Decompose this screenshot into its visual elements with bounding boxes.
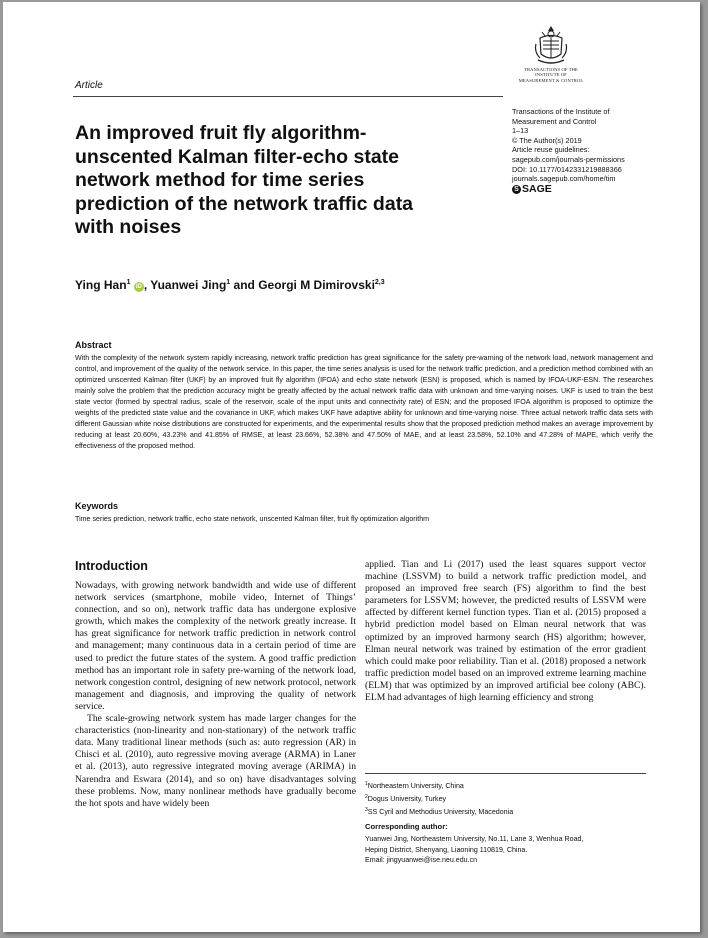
doi[interactable]: DOI: 10.1177/0142331219888366 (512, 164, 622, 174)
journal-meta (512, 107, 672, 194)
publisher-name: SAGE (522, 182, 552, 195)
abstract-text: With the complexity of the network system rapidly increasing, network traffic prediction has great significance for the safety pre-warning of the network load, network management and control, and improvement of the quality of the network service. In this paper, the time series analysis is used for the network traffic prediction, and a prediction method combined with an optimized unscented Kalman filter (UKF) by an improved fruit fly algorithm (IFOA) and echo state network (ESN) is proposed, which is named by IFOA-UKF-ESN. The researches mainly solve the problem that the prediction accuracy might be greatly affected by the actual network traffic data with unknown and time-varying noises. UKF is used to train the best state vector (formed by spectral radius, scale of the reservoir, scale of the input units and connectivity rate) of ESN; and the proposed IFOA algorithm is proposed to optimize the weights of the predicted state value and the covariance in UKF, which makes UKF have adaptive ability for unknown and time-varying noise. Three actual network traffic data sets with different Gaussian white noise distributions are constructed for experiments, and the experimental results show that the proposed prediction method makes an average improvement by reducing at least 20.60%, 43.23% and 41.85% of RMSE, at least 23.66%, 52.38% and 47.50% of MAE, and at least 23.58%, 52.10% and 47.28% of MAPE, which verify the effectiveness of the proposed method. (75, 354, 653, 450)
article-type-label: Article (75, 80, 103, 91)
sage-s-icon: S (512, 185, 521, 194)
abstract-heading: Abstract (75, 340, 112, 350)
header-rule (73, 96, 503, 97)
affiliation-1-mark: 1 (365, 781, 368, 787)
author-list (75, 278, 385, 292)
page-range: 1–13 (512, 126, 529, 136)
affiliation-1-text: Northeastern University, China (367, 782, 464, 790)
introduction-heading: Introduction (75, 559, 148, 573)
corresponding-heading: Corresponding author: (365, 822, 448, 831)
journal-link[interactable]: journals.sagepub.com/home/tim (512, 174, 616, 184)
affiliation-1 (365, 779, 650, 792)
affiliation-3 (365, 805, 650, 818)
keywords-text: Time series prediction, network traffic, echo state network, unscented Kalman filter, fruit fly optimization algorithm (75, 515, 430, 523)
author-3: and Georgi M Dimirovski (230, 278, 375, 292)
affiliation-3-text: SS Cyril and Methodius University, Macedonia (367, 808, 514, 816)
affiliation-2-mark: 2 (365, 794, 368, 800)
intro-paragraph-3: applied. Tian and Li (2017) used the least squares support vector machine (LSSVM) to build a network traffic prediction model, and proposed an improved free search (FS) algorithm to find the best parameters for LSSVM; however, the predicted results of LSSVM were affected by different kernel function types. Tian et al. (2015) proposed a hybrid prediction model based on Elman neural network that was optimized by an improved harmony search (HS) algorithm; however, Elman neural network was trained by estimation of the error gradient which could make poor reliability. Tian et al. (2018) proposed a network traffic prediction model based on an improved extreme learning machine (ELM) that was optimized by an improved artificial bee colony (ABC). ELM had advantages of high learning efficiency and strong (365, 559, 646, 704)
author-3-affil: 2,3 (374, 279, 385, 286)
body-column-left (75, 580, 356, 810)
affiliation-2 (365, 792, 650, 805)
author-1: Ying Han (75, 278, 127, 292)
corresponding-line-1: Yuanwei Jing, Northeastern University, No.11, Lane 3, Wenhua Road, (365, 835, 584, 843)
journal-name-1: Transactions of the Institute of (512, 107, 610, 116)
author-2-affil: 1 (226, 279, 231, 286)
intro-paragraph-1: Nowadays, with growing network bandwidth and wide use of different network services (smartphone, mobile video, Internet of Things’ connection, and so on), network traffic data has undergone explosive growth, which makes the complexity of the network greatly increase. It has great significance for network traffic prediction in network control and management; many continuous data in a certain period of time are used to predict the future states of the system. A good traffic prediction method has an important role in safety pre-warning of the network load, network congestion control, designing of new network protocol, network management and diagnosis, and improving the quality of network service. (75, 580, 356, 712)
affiliations (365, 779, 650, 818)
footnote-rule (365, 773, 646, 774)
document-page (3, 2, 700, 932)
corresponding-details (365, 834, 650, 866)
corresponding-line-2: Heping District, Shenyang, Liaoning 110819, China. (365, 845, 528, 854)
society-line-2: INSTITUTE OF (535, 72, 567, 78)
body-column-right (365, 559, 646, 704)
society-line-1: TRANSACTIONS OF THE (524, 67, 578, 72)
corresponding-email[interactable]: Email: jingyuanwei@ise.neu.edu.cn (365, 856, 478, 865)
journal-name-2: Measurement and Control (512, 116, 597, 126)
intro-paragraph-2: The scale-growing network system has made larger changes for the characteristics (non-linearity and non-stationary) of the network traffic data. Many traditional linear methods (such as: auto regression (AR) in Chisci et al. (2010), auto regressive moving average (ARMA) in Laner et al. (2013), auto regressive integrated moving average (ARIMA) in Narendra and Eswara (2014), and so on) have disadvantages solving these problems. Now, many nonlinear methods have gradually become the hot spots and have widely been (75, 713, 356, 809)
keywords-heading: Keywords (75, 501, 119, 511)
orcid-icon[interactable]: iD (135, 284, 142, 290)
society-line-3: MEASUREMENT & CONTROL (518, 77, 584, 83)
publisher-logo (512, 182, 672, 195)
author-1-affil: 1 (126, 279, 131, 286)
affiliation-3-mark: 3 (365, 807, 368, 813)
affiliation-2-text: Dogus University, Turkey (367, 795, 447, 803)
reuse-link[interactable]: sagepub.com/journals-permissions (512, 154, 625, 164)
reuse-guidelines: Article reuse guidelines: (512, 145, 590, 155)
author-2: , Yuanwei Jing (143, 278, 227, 292)
article-title: An improved fruit fly algorithm-unscented Kalman filter-echo state network method for time series prediction of the network traffic data with noises (75, 122, 414, 238)
society-logo (509, 24, 593, 83)
society-crest-icon (534, 24, 568, 66)
copyright: © The Author(s) 2019 (512, 135, 582, 145)
